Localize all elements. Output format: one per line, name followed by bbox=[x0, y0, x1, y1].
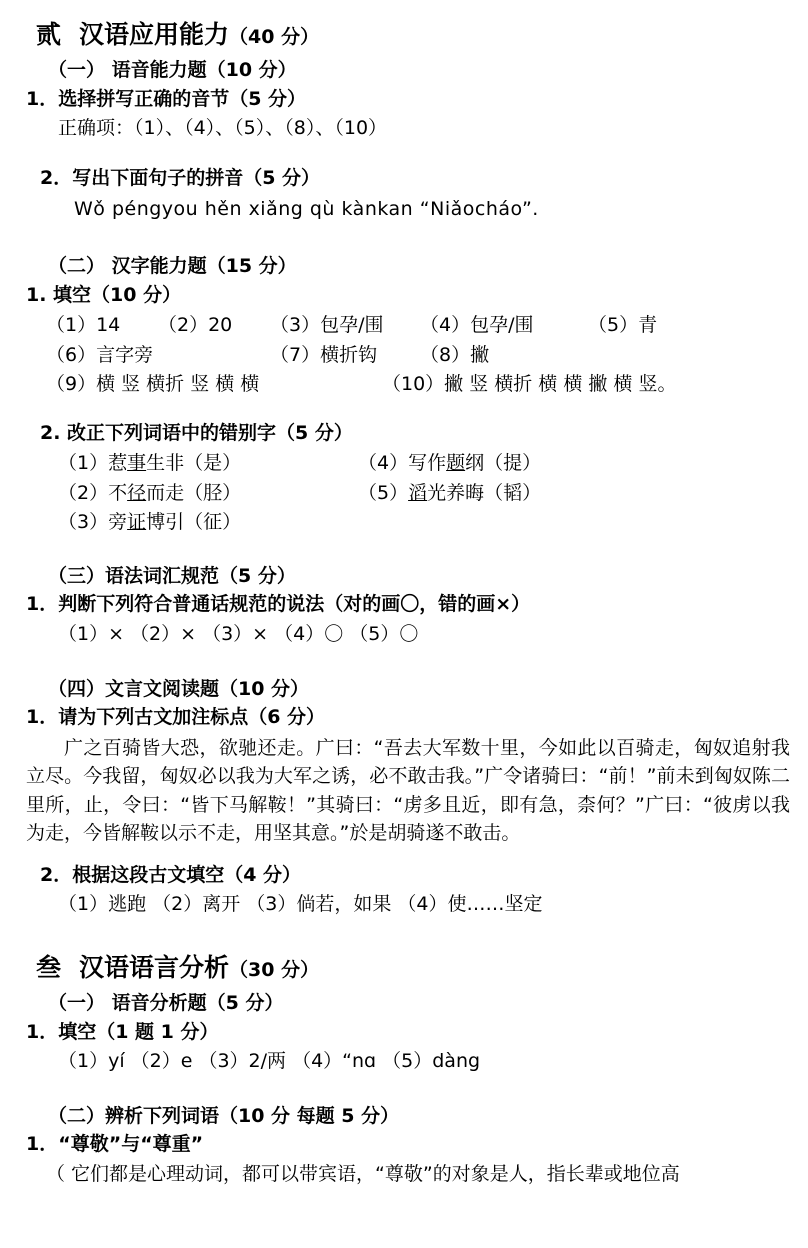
section-points-3: （30 分） bbox=[229, 959, 320, 981]
item-rest: 博引（征） bbox=[146, 511, 242, 534]
section-heading-3 bbox=[36, 953, 790, 983]
fill-item: （7）横折钩 bbox=[270, 343, 378, 366]
question-label-2-1-1: 1．选择拼写正确的音节（5 分） bbox=[26, 87, 307, 110]
item-number: （2） bbox=[58, 481, 109, 504]
question-answer-3-1-1: （1）yí （2）e （3）2/两 （4）“nɑ （5）dàng bbox=[58, 1050, 481, 1073]
fill-item: （3）包孕/围 bbox=[270, 314, 384, 337]
group-heading-2-4: （四）文言文阅读题（10 分） bbox=[48, 677, 310, 700]
fill-item: （4）包孕/围 bbox=[420, 314, 534, 337]
item-rest: 生非（是） bbox=[146, 452, 242, 475]
item-wrong-char: 滔 bbox=[408, 481, 428, 504]
spacer bbox=[18, 1078, 790, 1096]
section-number-2: 贰 bbox=[36, 20, 62, 49]
item-number: （5） bbox=[358, 481, 409, 504]
fill-item: （9）横 竖 横折 竖 横 横 bbox=[46, 373, 260, 396]
correct-word-row-2 bbox=[58, 479, 790, 508]
question-label-2-2-2: 2. 改正下列词语中的错别字（5 分） bbox=[40, 421, 353, 444]
correct-word-item bbox=[358, 449, 658, 478]
spacer bbox=[18, 228, 790, 246]
section-title-3: 汉语语言分析 bbox=[79, 953, 230, 982]
item-number: （4） bbox=[358, 452, 409, 475]
spacer bbox=[18, 921, 790, 947]
group-heading-3-1: （一） 语音分析题（5 分） bbox=[48, 992, 284, 1014]
item-word: 不 bbox=[108, 481, 128, 504]
section-number-3: 叁 bbox=[36, 953, 62, 982]
group-heading-2-2: （二） 汉字能力题（15 分） bbox=[48, 254, 297, 277]
question-answer-3-2-1: （ 它们都是心理动词，都可以带宾语，“尊敬”的对象是人，指长辈或地位高 bbox=[46, 1163, 680, 1186]
section-title-2: 汉语应用能力 bbox=[79, 20, 230, 49]
fill-item: （1）14 bbox=[46, 314, 121, 337]
section-heading-2 bbox=[36, 20, 790, 50]
correct-word-item bbox=[58, 479, 358, 508]
fill-row-1 bbox=[46, 311, 790, 340]
spacer bbox=[18, 145, 790, 163]
question-label-2-4-2: 2．根据这段古文填空（4 分） bbox=[40, 863, 302, 886]
fill-row-2 bbox=[46, 341, 790, 370]
question-answer-2-1-1: 正确项：（1）、（4）、（5）、（8）、（10） bbox=[58, 117, 388, 140]
item-word: 惹 bbox=[108, 452, 128, 475]
group-heading-2-3: （三）语法词汇规范（5 分） bbox=[48, 564, 296, 587]
question-label-2-1-2: 2．写出下面句子的拼音（5 分） bbox=[40, 166, 321, 189]
question-answer-2-1-2: Wǒ péngyou hěn xiǎng qù kànkan “Niǎocháo”. bbox=[74, 198, 539, 221]
fill-item: （6）言字旁 bbox=[46, 343, 154, 366]
group-heading-3-2: （二）辨析下列词语（10 分 每题 5 分） bbox=[48, 1104, 400, 1127]
classic-text-passage bbox=[26, 734, 790, 848]
item-wrong-char: 证 bbox=[127, 511, 147, 534]
correct-word-row-1 bbox=[58, 449, 790, 478]
classic-text: 广之百骑皆大恐，欲驰还走。广曰：“吾去大军数十里，今如此以百骑走，匈奴追射我立尽。今我留，匈奴必以我为大军之诱，必不敢击我。”广令诸骑曰：“前！”前未到匈奴陈二里所，止，令曰：“皆下马解鞍！”其骑曰：“虏多且近，即有急，柰何？”广曰：“彼虏以我为走，今皆解鞍以示不走，用坚其意。”於是胡骑遂不敢击。 bbox=[26, 736, 790, 845]
question-label-2-2-1: 1. 填空（10 分） bbox=[26, 283, 182, 306]
correct-word-item-empty bbox=[358, 508, 658, 537]
question-label-2-4-1: 1．请为下列古文加注标点（6 分） bbox=[26, 706, 326, 729]
fill-item: （5）青 bbox=[588, 314, 658, 337]
fill-item: （10）撇 竖 横折 横 横 撇 横 竖。 bbox=[382, 373, 677, 396]
item-word: 旁 bbox=[108, 511, 128, 534]
item-wrong-char: 题 bbox=[446, 452, 466, 475]
correct-word-item bbox=[58, 449, 358, 478]
question-answer-2-4-2: （1）逃跑 （2）离开 （3）倘若，如果 （4）使……坚定 bbox=[58, 893, 543, 916]
fill-item: （2）20 bbox=[158, 314, 233, 337]
spacer bbox=[18, 850, 790, 860]
item-wrong-char: 事 bbox=[127, 452, 147, 475]
question-label-2-3-1: 1．判断下列符合普通话规范的说法（对的画〇，错的画×） bbox=[26, 593, 531, 616]
item-rest: 光养晦（韬） bbox=[427, 481, 542, 504]
spacer bbox=[18, 538, 790, 556]
correct-word-item bbox=[58, 508, 358, 537]
item-number: （1） bbox=[58, 452, 109, 475]
fill-item: （8）撇 bbox=[420, 343, 490, 366]
fill-row-3 bbox=[46, 370, 790, 399]
spacer bbox=[18, 651, 790, 669]
correct-word-row-3 bbox=[58, 508, 790, 537]
correct-word-item bbox=[358, 479, 658, 508]
item-rest: 而走（胫） bbox=[146, 481, 242, 504]
item-number: （3） bbox=[58, 511, 109, 534]
question-answer-2-3-1: （1）× （2）× （3）× （4）〇 （5）〇 bbox=[58, 622, 419, 645]
group-heading-2-1: （一） 语音能力题（10 分） bbox=[48, 59, 297, 81]
question-label-3-2-1: 1．“尊敬”与“尊重” bbox=[26, 1133, 204, 1156]
item-word: 写作 bbox=[408, 452, 447, 475]
item-rest: 纲（提） bbox=[465, 452, 542, 475]
question-label-3-1-1: 1．填空（1 题 1 分） bbox=[26, 1020, 219, 1043]
section-points-2: （40 分） bbox=[229, 26, 320, 48]
item-wrong-char: 径 bbox=[127, 481, 147, 504]
spacer bbox=[18, 400, 790, 418]
